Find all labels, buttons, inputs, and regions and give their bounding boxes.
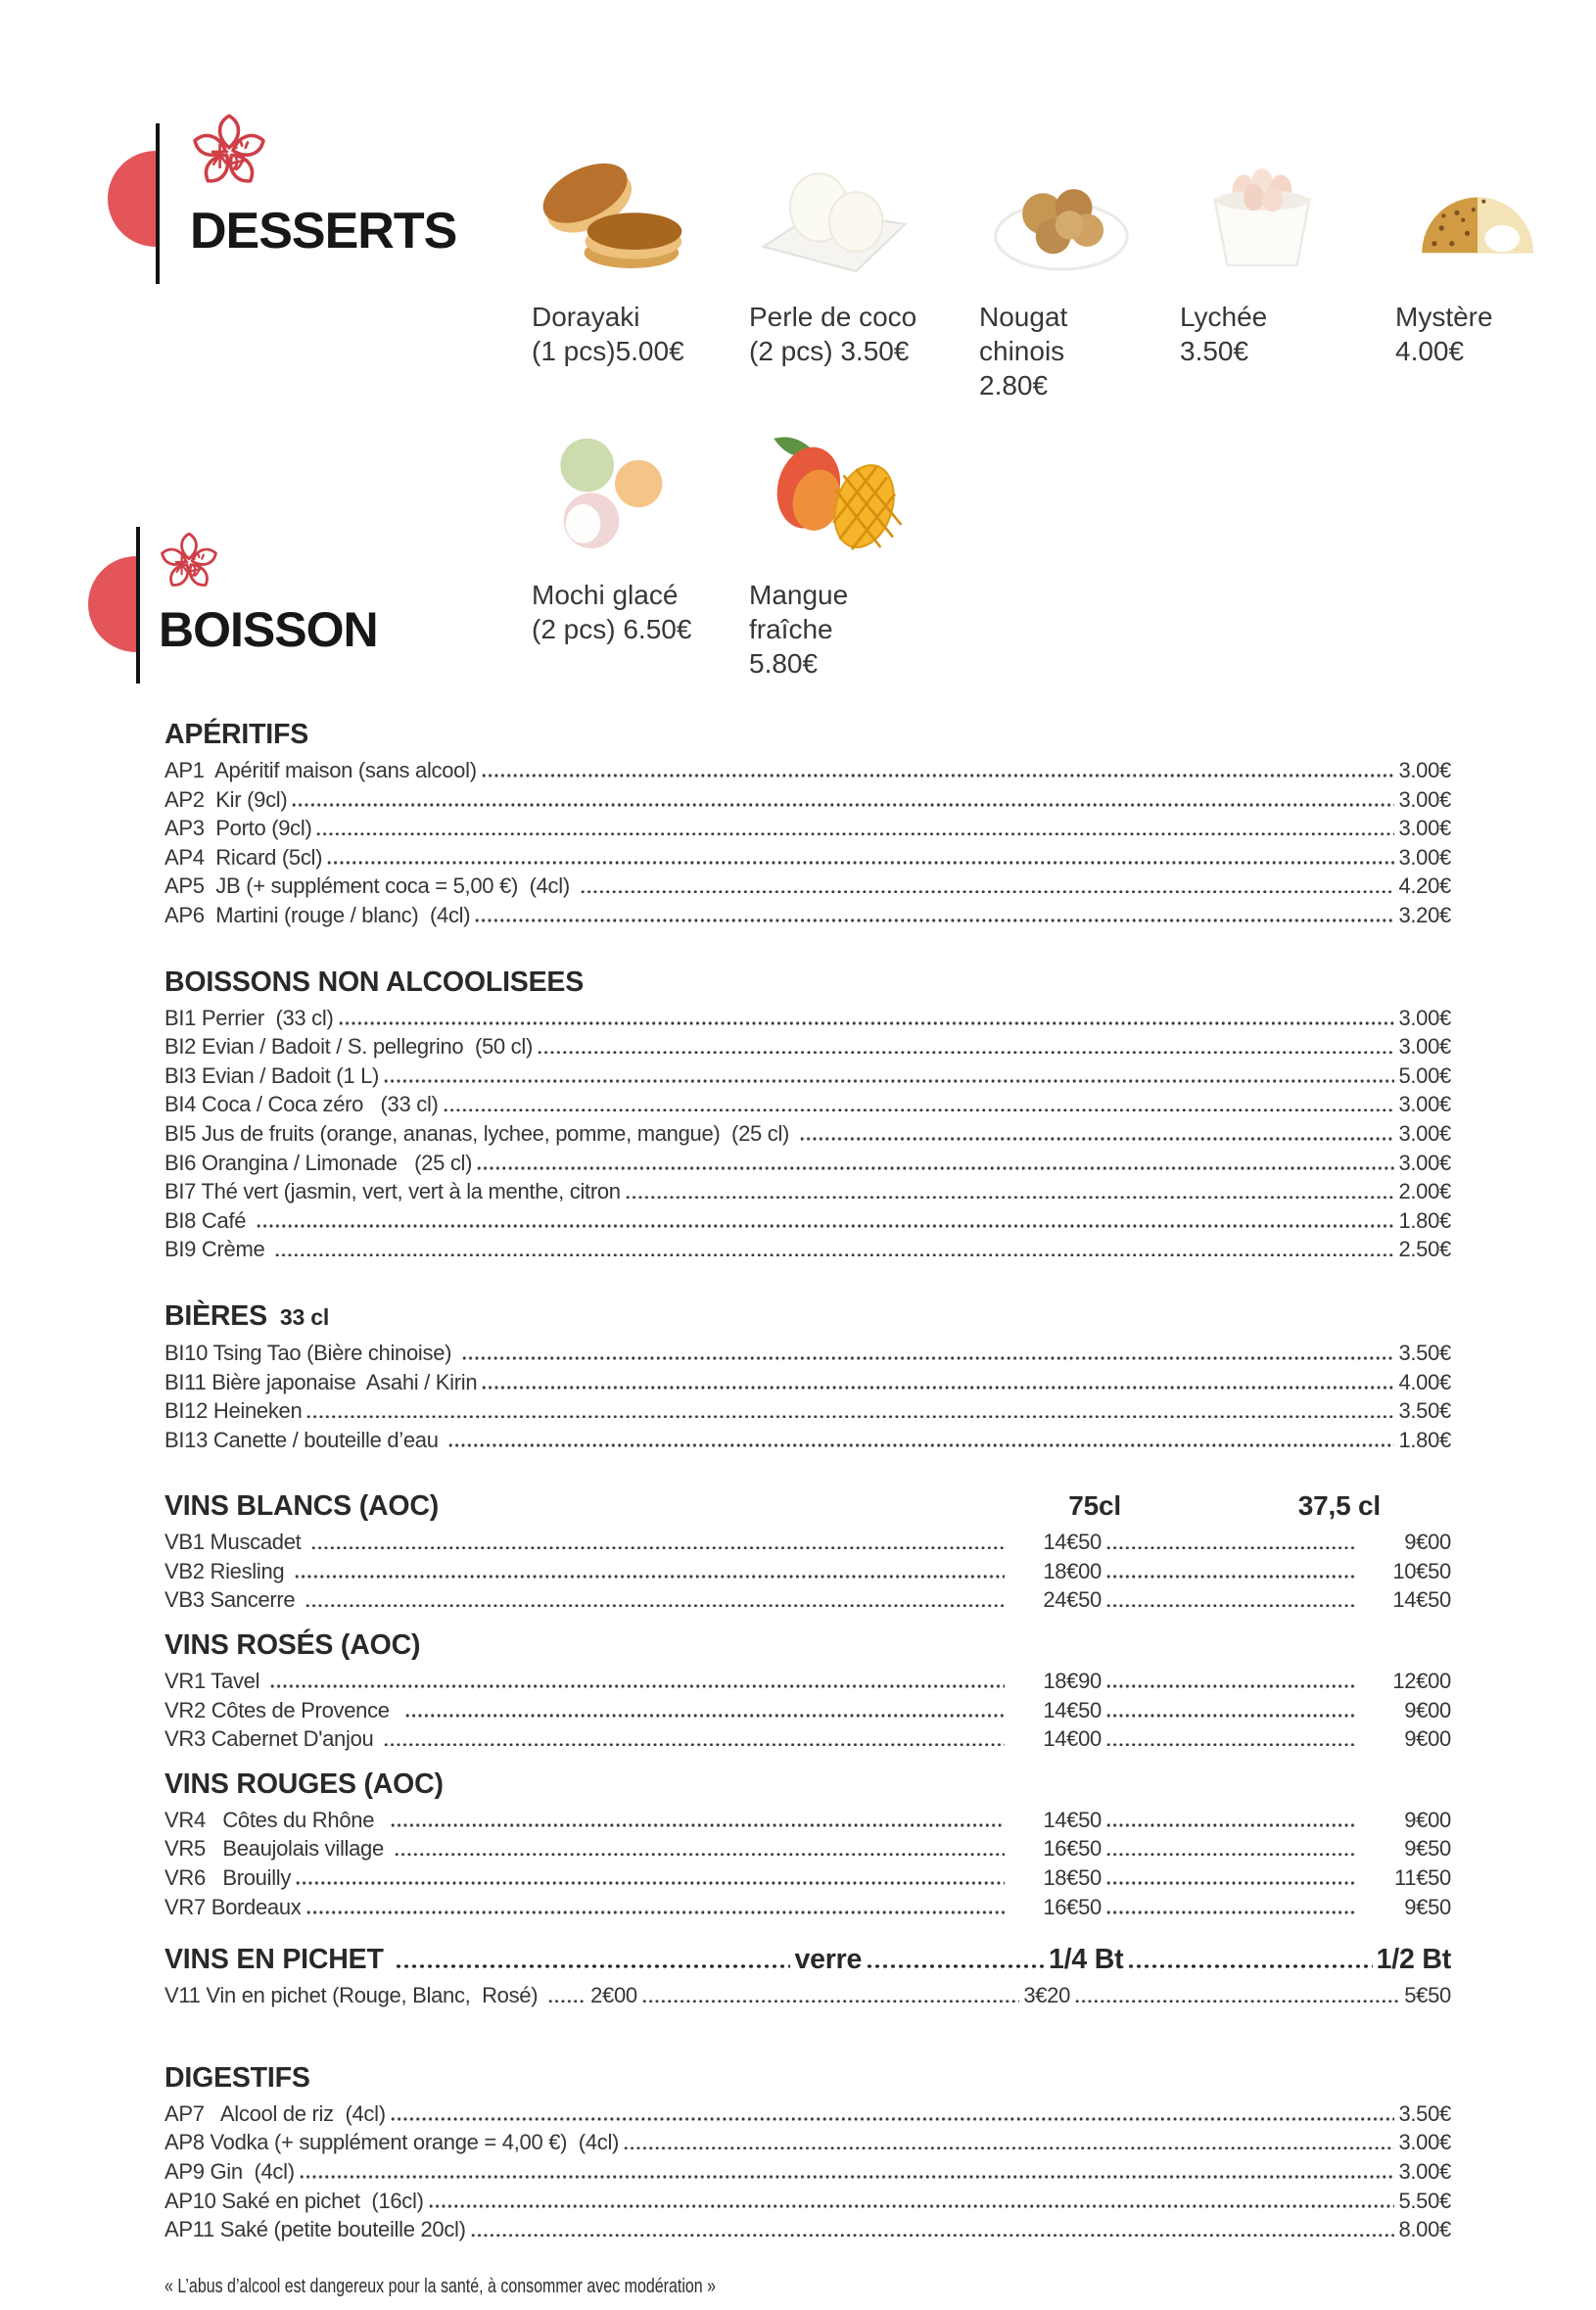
section-header xyxy=(164,2061,1451,2095)
item-price: 3.00€ xyxy=(1398,786,1451,812)
item-price: 5.00€ xyxy=(1398,1062,1451,1088)
item-price-75cl: 16€50 xyxy=(1043,1894,1102,1919)
dotted-leader xyxy=(641,2000,1019,2004)
menu-section-vins-rouges-aoc xyxy=(164,1768,1451,1921)
item-label: BI4 Coca / Coca zéro (33 cl) xyxy=(164,1092,439,1117)
menu-item-row xyxy=(164,2128,1451,2157)
dotted-leader xyxy=(1105,1575,1357,1579)
menu-item-row xyxy=(164,1004,1451,1033)
menu-item-row xyxy=(164,872,1451,901)
section-title-suffix: 33 cl xyxy=(279,1303,330,1330)
item-price: 3.00€ xyxy=(1398,2130,1451,2155)
dotted-leader xyxy=(383,1743,1005,1747)
item-price: 1.80€ xyxy=(1398,1427,1451,1452)
dessert-item xyxy=(749,141,979,402)
dessert-price: 2.80€ xyxy=(979,370,1049,401)
dotted-leader xyxy=(305,1910,1006,1914)
dessert-name: Mystère xyxy=(1395,302,1493,332)
item-label: VR5 Beaujolais village xyxy=(164,1836,390,1862)
menu-section-bi-res xyxy=(164,1299,1451,1454)
header-accent-circle xyxy=(88,556,136,652)
dotted-leader xyxy=(447,1443,1394,1447)
item-label: BI2 Evian / Badoit / S. pellegrino (50 cl) xyxy=(164,1034,533,1060)
dotted-leader xyxy=(470,2234,1395,2238)
dessert-item xyxy=(532,141,749,402)
dessert-caption xyxy=(1395,300,1596,368)
item-price-37-5cl: 14€50 xyxy=(1392,1587,1451,1613)
dotted-leader xyxy=(1105,1684,1357,1688)
menu-item-row xyxy=(164,1863,1451,1893)
dotted-leader xyxy=(1074,2000,1400,2004)
menu-item-row xyxy=(164,756,1451,785)
item-label: BI6 Orangina / Limonade (25 cl) xyxy=(164,1150,473,1175)
item-price: 4.20€ xyxy=(1398,873,1451,899)
section-header xyxy=(164,1489,1451,1523)
dotted-leader xyxy=(310,1546,1005,1550)
item-price-75cl: 18€90 xyxy=(1043,1669,1102,1694)
dessert-price: (1 pcs)5.00€ xyxy=(532,336,684,366)
menu-section-ap-ritifs xyxy=(164,718,1451,930)
menu-item-row xyxy=(164,2099,1451,2129)
column-header-37-5cl: 37,5 cl xyxy=(1297,1490,1381,1522)
dotted-leader xyxy=(274,1253,1394,1257)
dessert-price: (2 pcs) 6.50€ xyxy=(532,614,692,644)
dessert-name: Dorayaki xyxy=(532,302,640,332)
item-price: 3.00€ xyxy=(1398,1034,1451,1060)
dessert-item xyxy=(532,419,749,681)
item-price-37-5cl: 9€50 xyxy=(1404,1836,1451,1862)
item-price-37-5cl: 9€50 xyxy=(1404,1894,1451,1919)
dotted-leader xyxy=(623,2146,1394,2150)
dotted-leader xyxy=(476,1166,1394,1170)
item-price: 3.20€ xyxy=(1398,902,1451,927)
menu-item-row xyxy=(164,2215,1451,2244)
perle-de-coco-image xyxy=(749,141,979,290)
dotted-leader xyxy=(395,1964,790,1968)
item-label: AP11 Saké (petite bouteille 20cl) xyxy=(164,2217,466,2242)
dessert-item xyxy=(749,419,950,681)
section-title: APÉRITIFS xyxy=(164,719,309,750)
menu-item-row xyxy=(164,2187,1451,2216)
menu-section-vins-ros-s-aoc xyxy=(164,1628,1451,1754)
item-price: 3.00€ xyxy=(1398,1005,1451,1030)
item-label: VR6 Brouilly xyxy=(164,1865,292,1891)
dotted-leader xyxy=(404,1714,1005,1718)
item-price-37-5cl: 9€00 xyxy=(1404,1726,1451,1752)
section-header xyxy=(164,1299,1451,1334)
dotted-leader xyxy=(390,2117,1395,2121)
menu-item-row xyxy=(164,1090,1451,1119)
menu-item-row xyxy=(164,1177,1451,1206)
item-label: VB1 Muscadet xyxy=(164,1530,307,1555)
item-label: BI7 Thé vert (jasmin, vert, vert à la menthe, citron xyxy=(164,1179,621,1204)
section-header xyxy=(164,966,1451,999)
dotted-leader xyxy=(537,1051,1394,1055)
item-price-37-5cl: 9€00 xyxy=(1404,1530,1451,1555)
section-title: VINS ROSÉS (AOC) xyxy=(164,1629,421,1662)
menu-item-row xyxy=(164,1032,1451,1061)
dessert-price: 4.00€ xyxy=(1395,336,1465,366)
item-price: 3.00€ xyxy=(1398,2159,1451,2184)
column-header-verre: verre xyxy=(794,1944,863,1976)
dessert-caption xyxy=(749,300,950,368)
dotted-leader xyxy=(291,803,1394,807)
mochi-glace-image xyxy=(532,419,749,568)
item-label: BI10 Tsing Tao (Bière chinoise) xyxy=(164,1340,457,1365)
item-label: BI5 Jus de fruits (orange, ananas, lychee, pomme, mangue) (25 cl) xyxy=(164,1120,795,1146)
dotted-leader xyxy=(1127,1964,1372,1968)
nougat-chinois-image xyxy=(979,141,1180,290)
menu-item-row xyxy=(164,1696,1451,1725)
item-price: 3.00€ xyxy=(1398,1150,1451,1175)
item-price-75cl: 14€50 xyxy=(1043,1530,1102,1555)
menu-item-row xyxy=(164,1981,1451,2010)
item-label: BI13 Canette / bouteille d’eau xyxy=(164,1427,445,1452)
menu-item-row xyxy=(164,1724,1451,1754)
dotted-leader xyxy=(305,1415,1394,1419)
item-price: 2.50€ xyxy=(1398,1237,1451,1262)
item-price-75cl: 18€00 xyxy=(1043,1558,1102,1583)
dotted-leader xyxy=(295,1881,1005,1885)
dotted-leader xyxy=(547,2000,587,2004)
mangue-fraiche-image xyxy=(749,419,950,568)
menu-item-row xyxy=(164,1235,1451,1264)
item-price-37-5cl: 10€50 xyxy=(1392,1558,1451,1583)
item-price: 3.00€ xyxy=(1398,1120,1451,1146)
dessert-name: Lychée xyxy=(1180,302,1268,332)
menu-item-row xyxy=(164,1834,1451,1863)
dessert-caption xyxy=(532,300,732,368)
item-label: BI8 Café xyxy=(164,1207,253,1233)
dotted-leader xyxy=(326,861,1394,865)
section-title: BIÈRES xyxy=(164,1299,267,1332)
dotted-leader xyxy=(315,832,1394,836)
item-price-75cl: 14€50 xyxy=(1043,1807,1102,1832)
item-label: AP5 JB (+ supplément coca = 5,00 €) (4cl) xyxy=(164,873,576,899)
dotted-leader xyxy=(269,1684,1005,1688)
dessert-caption xyxy=(979,300,1116,402)
menu-item-row xyxy=(164,814,1451,843)
item-price: 5.50€ xyxy=(1398,2188,1451,2213)
menu-item-row xyxy=(164,1339,1451,1368)
item-label: AP2 Kir (9cl) xyxy=(164,786,288,812)
dotted-leader xyxy=(799,1137,1395,1141)
item-label: AP9 Gin (4cl) xyxy=(164,2159,295,2184)
item-label: VR2 Côtes de Provence xyxy=(164,1697,401,1722)
menu-item-row xyxy=(164,843,1451,872)
dotted-leader xyxy=(443,1108,1395,1112)
dotted-leader xyxy=(481,1386,1394,1390)
mystere-image xyxy=(1395,141,1596,290)
item-label: VR3 Cabernet D'anjou xyxy=(164,1726,380,1752)
section-title: DIGESTIFS xyxy=(164,2061,310,2094)
dotted-leader xyxy=(1105,1604,1357,1608)
dotted-leader xyxy=(1105,1881,1357,1885)
item-label: BI1 Perrier (33 cl) xyxy=(164,1005,334,1030)
item-price-75cl: 16€50 xyxy=(1043,1836,1102,1862)
header-accent-line xyxy=(156,123,160,284)
dotted-leader xyxy=(294,1575,1005,1579)
item-price: 3.50€ xyxy=(1398,1398,1451,1424)
dotted-leader xyxy=(390,1823,1005,1827)
item-label: AP6 Martini (rouge / blanc) (4cl) xyxy=(164,902,471,927)
dotted-leader xyxy=(305,1604,1005,1608)
dessert-caption xyxy=(1180,300,1381,368)
section-header xyxy=(164,1943,1451,1976)
dotted-leader xyxy=(383,1079,1394,1083)
item-price-quarter-bottle: 3€20 xyxy=(1023,1983,1071,2008)
drinks-menu xyxy=(164,718,1451,2298)
item-label: BI12 Heineken xyxy=(164,1398,303,1424)
dotted-leader xyxy=(1105,1714,1357,1718)
dotted-leader xyxy=(428,2204,1395,2208)
boisson-title: BOISSON xyxy=(159,602,378,657)
item-label: VR1 Tavel xyxy=(164,1669,265,1694)
section-title: VINS ROUGES (AOC) xyxy=(164,1768,444,1800)
dotted-leader xyxy=(1105,1910,1357,1914)
item-price-75cl: 14€50 xyxy=(1043,1697,1102,1722)
dorayaki-image xyxy=(532,141,749,290)
item-price-37-5cl: 9€00 xyxy=(1404,1697,1451,1722)
item-price-verre: 2€00 xyxy=(590,1983,637,2008)
alcohol-warning-note: « L’abus d’alcool est dangereux pour la santé, à consommer avec modération » xyxy=(164,2275,717,2297)
menu-item-row xyxy=(164,1149,1451,1178)
item-price-37-5cl: 9€00 xyxy=(1404,1807,1451,1832)
menu-item-row xyxy=(164,1206,1451,1236)
item-price-75cl: 18€50 xyxy=(1043,1865,1102,1891)
item-label: AP8 Vodka (+ supplément orange = 4,00 €) (4cl) xyxy=(164,2130,620,2155)
dotted-leader xyxy=(1105,1853,1357,1857)
item-price: 3.00€ xyxy=(1398,758,1451,782)
menu-item-row xyxy=(164,1396,1451,1426)
dotted-leader xyxy=(338,1021,1395,1025)
menu-item-row xyxy=(164,2157,1451,2187)
item-label: VB3 Sancerre xyxy=(164,1587,302,1613)
menu-item-row xyxy=(164,1426,1451,1455)
boisson-section-header xyxy=(80,488,511,693)
dotted-leader xyxy=(866,1964,1045,1968)
dessert-name: Mochi glacé xyxy=(532,580,679,610)
section-header xyxy=(164,1628,1451,1662)
sakura-stamp-icon xyxy=(157,529,221,595)
item-label: BI9 Crème xyxy=(164,1237,271,1262)
item-label: AP1 Apéritif maison (sans alcool) xyxy=(164,758,477,782)
dotted-leader xyxy=(580,890,1395,894)
dessert-name: Mangue fraîche xyxy=(749,580,849,644)
lychee-image xyxy=(1180,141,1395,290)
menu-item-row xyxy=(164,785,1451,815)
dessert-row-2 xyxy=(532,419,950,681)
dotted-leader xyxy=(481,774,1395,778)
dessert-name: Perle de coco xyxy=(749,302,917,332)
menu-item-row xyxy=(164,1806,1451,1835)
item-label: VB2 Riesling xyxy=(164,1558,291,1583)
header-accent-circle xyxy=(108,151,156,247)
menu-item-row xyxy=(164,1557,1451,1586)
section-header xyxy=(164,1768,1451,1801)
item-label: VR7 Bordeaux xyxy=(164,1894,302,1919)
item-price: 2.00€ xyxy=(1398,1179,1451,1204)
dessert-item xyxy=(979,141,1180,402)
menu-item-row xyxy=(164,901,1451,930)
dessert-price: 5.80€ xyxy=(749,648,819,679)
item-label: AP10 Saké en pichet (16cl) xyxy=(164,2188,424,2213)
menu-item-row xyxy=(164,1528,1451,1557)
menu-section-boissons-non-alcoolisees xyxy=(164,966,1451,1264)
dotted-leader xyxy=(394,1853,1005,1857)
item-price: 8.00€ xyxy=(1398,2217,1451,2242)
menu-section-digestifs xyxy=(164,2061,1451,2244)
item-price-half-bottle: 5€50 xyxy=(1404,1983,1451,2008)
item-price: 3.00€ xyxy=(1398,844,1451,870)
menu-item-row xyxy=(164,1667,1451,1696)
dotted-leader xyxy=(299,2175,1395,2179)
item-price: 3.00€ xyxy=(1398,816,1451,841)
dessert-item xyxy=(1395,141,1596,402)
dessert-price: (2 pcs) 3.50€ xyxy=(749,336,910,366)
dessert-caption xyxy=(749,578,871,681)
dessert-row-1 xyxy=(532,141,1596,402)
dotted-leader xyxy=(1105,1546,1357,1550)
column-header-half-bottle: 1/2 Bt xyxy=(1376,1944,1451,1976)
dotted-leader xyxy=(474,919,1394,922)
desserts-title: DESSERTS xyxy=(190,203,457,259)
dessert-item xyxy=(1180,141,1395,402)
item-price-75cl: 24€50 xyxy=(1043,1587,1102,1613)
sakura-stamp-icon xyxy=(188,110,270,194)
column-header-quarter-bottle: 1/4 Bt xyxy=(1049,1944,1124,1976)
menu-item-row xyxy=(164,1893,1451,1922)
item-label: VR4 Côtes du Rhône xyxy=(164,1807,386,1832)
menu-item-row xyxy=(164,1368,1451,1397)
item-price-37-5cl: 12€00 xyxy=(1392,1669,1451,1694)
item-price-75cl: 14€00 xyxy=(1043,1726,1102,1752)
item-price: 3.50€ xyxy=(1398,1340,1451,1365)
item-price: 4.00€ xyxy=(1398,1369,1451,1394)
item-label: AP3 Porto (9cl) xyxy=(164,816,312,841)
section-header xyxy=(164,718,1451,751)
menu-section-vins-blancs-aoc xyxy=(164,1489,1451,1615)
menu-item-row xyxy=(164,1585,1451,1615)
dotted-leader xyxy=(256,1224,1394,1228)
section-title: VINS EN PICHET xyxy=(164,1944,392,1976)
dotted-leader xyxy=(625,1196,1395,1200)
dotted-leader xyxy=(1105,1823,1357,1827)
desserts-section-header xyxy=(98,114,529,309)
header-accent-line xyxy=(136,527,140,684)
section-title: VINS BLANCS (AOC) xyxy=(164,1490,440,1523)
item-label: BI3 Evian / Badoit (1 L) xyxy=(164,1062,380,1088)
menu-item-row xyxy=(164,1119,1451,1149)
item-label: BI11 Bière japonaise Asahi / Kirin xyxy=(164,1369,478,1394)
menu-section-vins-en-pichet xyxy=(164,1943,1451,2010)
item-price: 1.80€ xyxy=(1398,1207,1451,1233)
dotted-leader xyxy=(1105,1743,1357,1747)
item-price-37-5cl: 11€50 xyxy=(1393,1865,1451,1891)
item-label: AP7 Alcool de riz (4cl) xyxy=(164,2100,386,2126)
dessert-price: 3.50€ xyxy=(1180,336,1249,366)
section-title: BOISSONS NON ALCOOLISEES xyxy=(164,966,585,998)
dessert-caption xyxy=(532,578,732,646)
menu-item-row xyxy=(164,1061,1451,1091)
item-price: 3.50€ xyxy=(1398,2100,1451,2126)
item-price: 3.00€ xyxy=(1398,1092,1451,1117)
column-header-75cl: 75cl xyxy=(1068,1490,1121,1522)
item-label: AP4 Ricard (5cl) xyxy=(164,844,323,870)
dotted-leader xyxy=(461,1356,1394,1360)
item-label: V11 Vin en pichet (Rouge, Blanc, Rosé) xyxy=(164,1983,544,2008)
dessert-name: Nougat chinois xyxy=(979,302,1068,366)
